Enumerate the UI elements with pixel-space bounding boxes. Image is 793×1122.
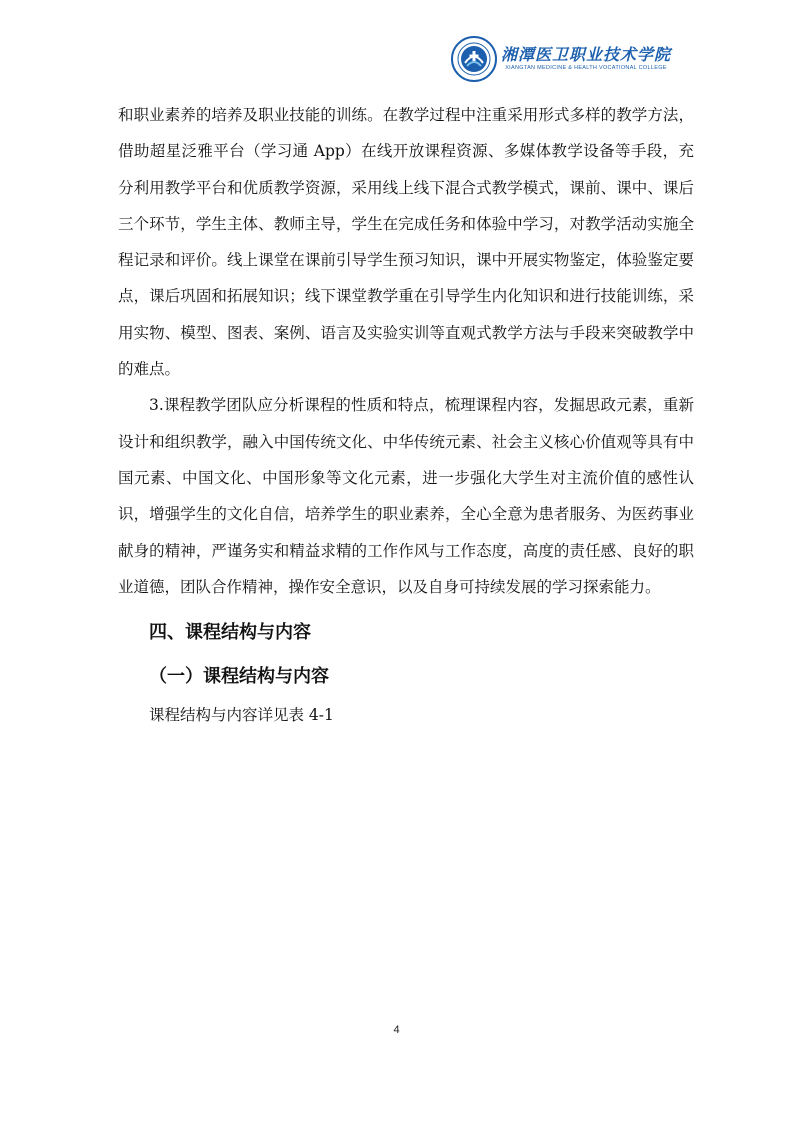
paragraph-teaching-methods: 和职业素养的培养及职业技能的训练。在教学过程中注重采用形式多样的教学方法，借助超星泛雅平台（学习通 App）在线开放课程资源、多媒体教学设备等手段，充分利用教学平台和优质教学资源，采用线上线下混合式教学模式，课前、课中、课后三个环节，学生主体、教师主导，学生在完成任务和体验中学习，对教学活动实施全程记录和评价。线上课堂在课前引导学生预习知识，课中开展实物鉴定，体验鉴定要点，课后巩固和拓展知识；线下课堂教学重在引导学生内化知识和进行技能训练，采用实物、模型、图表、案例、语言及实验实训等直观式教学方法与手段来突破教学中的难点。	[118, 106, 694, 379]
school-name-cn: 湘潭医卫职业技术学院	[500, 45, 671, 64]
subsection-heading: （一）课程结构与内容	[149, 666, 329, 688]
page-header	[451, 36, 671, 82]
section-heading: 四、课程结构与内容	[149, 622, 311, 644]
college-seal-icon	[451, 36, 497, 82]
document-body	[118, 97, 694, 730]
page-number: 4	[393, 1024, 400, 1036]
school-name-en: XIANGTAN MEDICINE & HEALTH VOCATIONAL COLLEGE	[505, 65, 667, 71]
header-text	[501, 46, 671, 72]
table-reference-note: 课程结构与内容详见表 4-1	[149, 706, 334, 725]
paragraph-ideological-elements: 3.课程教学团队应分析课程的性质和特点，梳理课程内容，发掘思政元素，重新设计和组织教学，融入中国传统文化、中华传统元素、社会主义核心价值观等具有中国元素、中国文化、中国形象等文化元素，进一步强化大学生对主流价值的感性认识，增强学生的文化自信，培养学生的职业素养，全心全意为患者服务、为医药事业献身的精神，严谨务实和精益求精的工作作风与工作态度，高度的责任感、良好的职业道德，团队合作精神，操作安全意识，以及自身可持续发展的学习探索能力。	[118, 396, 694, 596]
